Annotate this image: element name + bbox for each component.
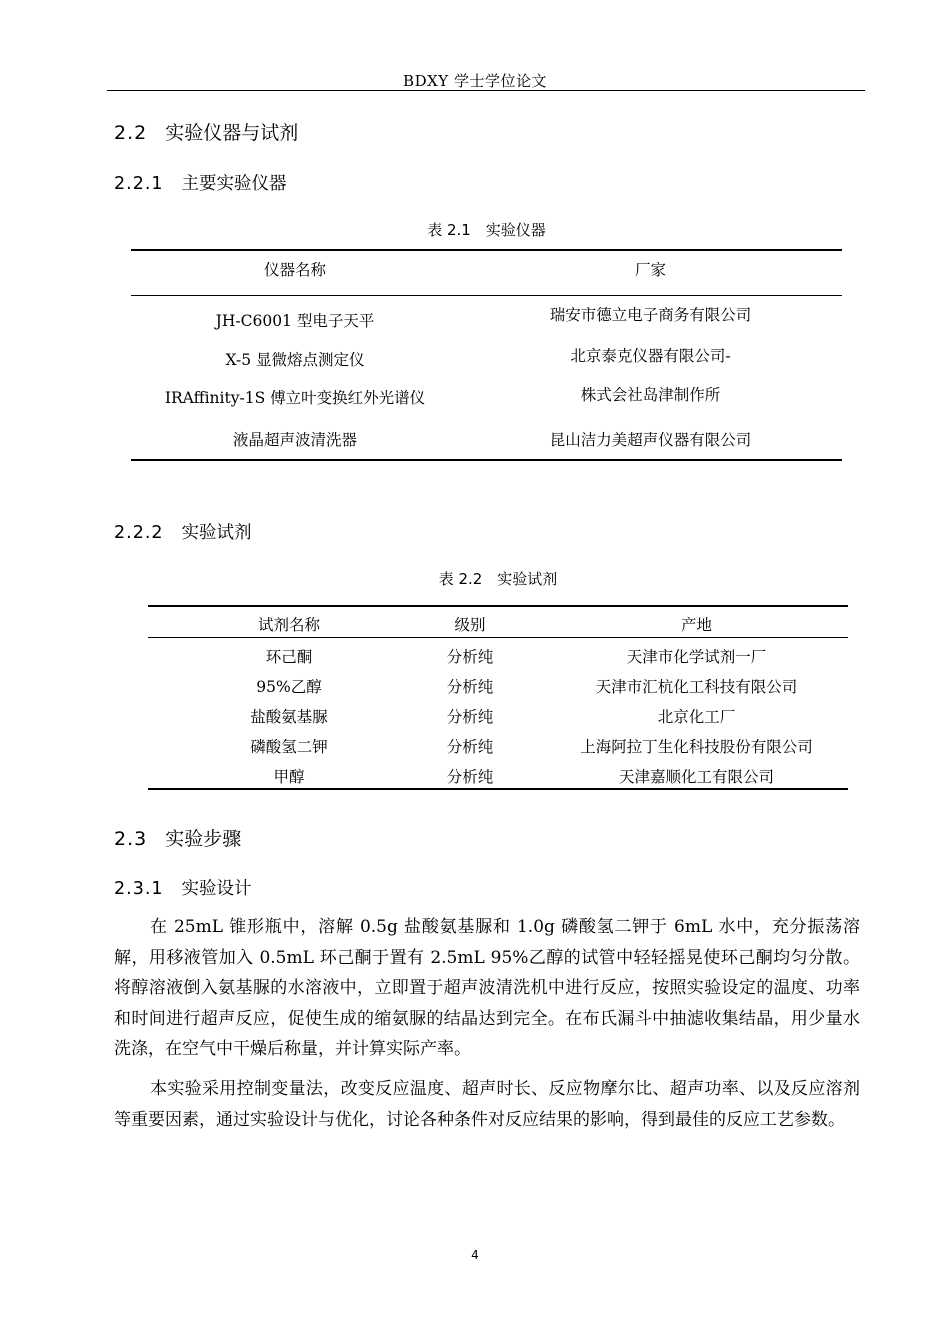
section-2-3-heading (114, 824, 241, 851)
table-cell: 瑞安市德立电子商务有限公司 (549, 306, 752, 324)
table-cell: 昆山洁力美超声仪器有限公司 (549, 431, 752, 449)
table-cell: 环己酮 (265, 648, 313, 666)
table-cell: 北京泰克仪器有限公司- (570, 347, 731, 365)
section-number: 2.2 (114, 122, 148, 144)
section-number: 2.3.1 (114, 879, 164, 899)
section-title: 主要实验仪器 (181, 174, 287, 194)
body-paragraph: 本实验采用控制变量法，改变反应温度、超声时长、反应物摩尔比、超声功率、以及反应溶剂等重要因素，通过实验设计与优化，讨论各种条件对反应结果的影响，得到最佳的反应工艺参数。 (114, 1079, 860, 1130)
section-2-3-1-heading (114, 875, 252, 900)
section-2-2-1-heading (114, 170, 287, 195)
table1-caption: 表 2.1 实验仪器 (427, 221, 546, 239)
table-cell: 天津市化学试剂一厂 (626, 648, 767, 666)
table-cell: 分析纯 (446, 648, 494, 666)
section-title: 实验试剂 (181, 523, 252, 543)
running-header: BDXY 学士学位论文 (403, 72, 547, 90)
page-number: 4 (471, 1248, 479, 1262)
header-rule (107, 90, 865, 91)
table-cell: 液晶超声波清洗器 (232, 431, 357, 449)
table-cell: 甲醇 (273, 768, 305, 786)
body-paragraph: 在 25mL 锥形瓶中，溶解 0.5g 盐酸氨基脲和 1.0g 磷酸氢二钾于 6mL 水中，充分振荡溶解，用移液管加入 0.5mL 环己酮于置有 2.5mL 95%乙醇的试管中轻轻摇晃使环己酮均匀分散。将醇溶液倒入氨基脲的水溶液中，立即置于超声波清洗机中进行反应，按照实验设定的温度、功率和时间进行超声反应，促使生成的缩氨脲的结晶达到完全。在布氏漏斗中抽滤收集结晶，用少量水洗涤，在空气中干燥后称量，并计算实际产率。 (114, 917, 860, 1059)
table-cell: 株式会社岛津制作所 (580, 386, 721, 404)
section-number: 2.3 (114, 828, 148, 850)
table1-header-manufacturer: 厂家 (634, 261, 666, 279)
section-2-2-heading (114, 118, 298, 145)
table-cell: 北京化工厂 (657, 708, 736, 726)
table1-header-rule (131, 295, 842, 296)
table-cell: 上海阿拉丁生化科技股份有限公司 (580, 738, 813, 756)
table1-header-instrument: 仪器名称 (263, 261, 326, 279)
table2-header-rule (148, 637, 848, 638)
section-number: 2.2.2 (114, 523, 164, 543)
table2-bottom-rule (148, 788, 848, 790)
table-cell: JH-C6001 型电子天平 (215, 312, 375, 330)
table2-header-reagent: 试剂名称 (257, 616, 320, 634)
table2-header-origin: 产地 (680, 616, 712, 634)
section-title: 实验步骤 (165, 828, 242, 850)
table1-bottom-rule (131, 459, 842, 461)
section-title: 实验仪器与试剂 (165, 122, 299, 144)
table-cell: 分析纯 (446, 708, 494, 726)
section-title: 实验设计 (181, 879, 252, 899)
table-cell: X-5 显微熔点测定仪 (225, 351, 365, 369)
table1-top-rule (131, 249, 842, 251)
table-cell: 磷酸氢二钾 (250, 738, 328, 756)
table-cell: 分析纯 (446, 738, 494, 756)
table-cell: 95%乙醇 (256, 678, 322, 696)
table-cell: 盐酸氨基脲 (250, 708, 328, 726)
table-cell: 分析纯 (446, 678, 494, 696)
table-cell: 分析纯 (446, 768, 494, 786)
table-cell: 天津嘉顺化工有限公司 (618, 768, 774, 786)
section-number: 2.2.1 (114, 174, 164, 194)
section-2-2-2-heading (114, 519, 252, 544)
table2-caption: 表 2.2 实验试剂 (438, 570, 558, 588)
table2-top-rule (148, 605, 848, 607)
table-cell: 天津市汇杭化工科技有限公司 (595, 678, 798, 696)
table2-header-grade: 级别 (454, 616, 486, 634)
table-cell: IRAffinity-1S 傅立叶变换红外光谱仪 (164, 389, 426, 407)
